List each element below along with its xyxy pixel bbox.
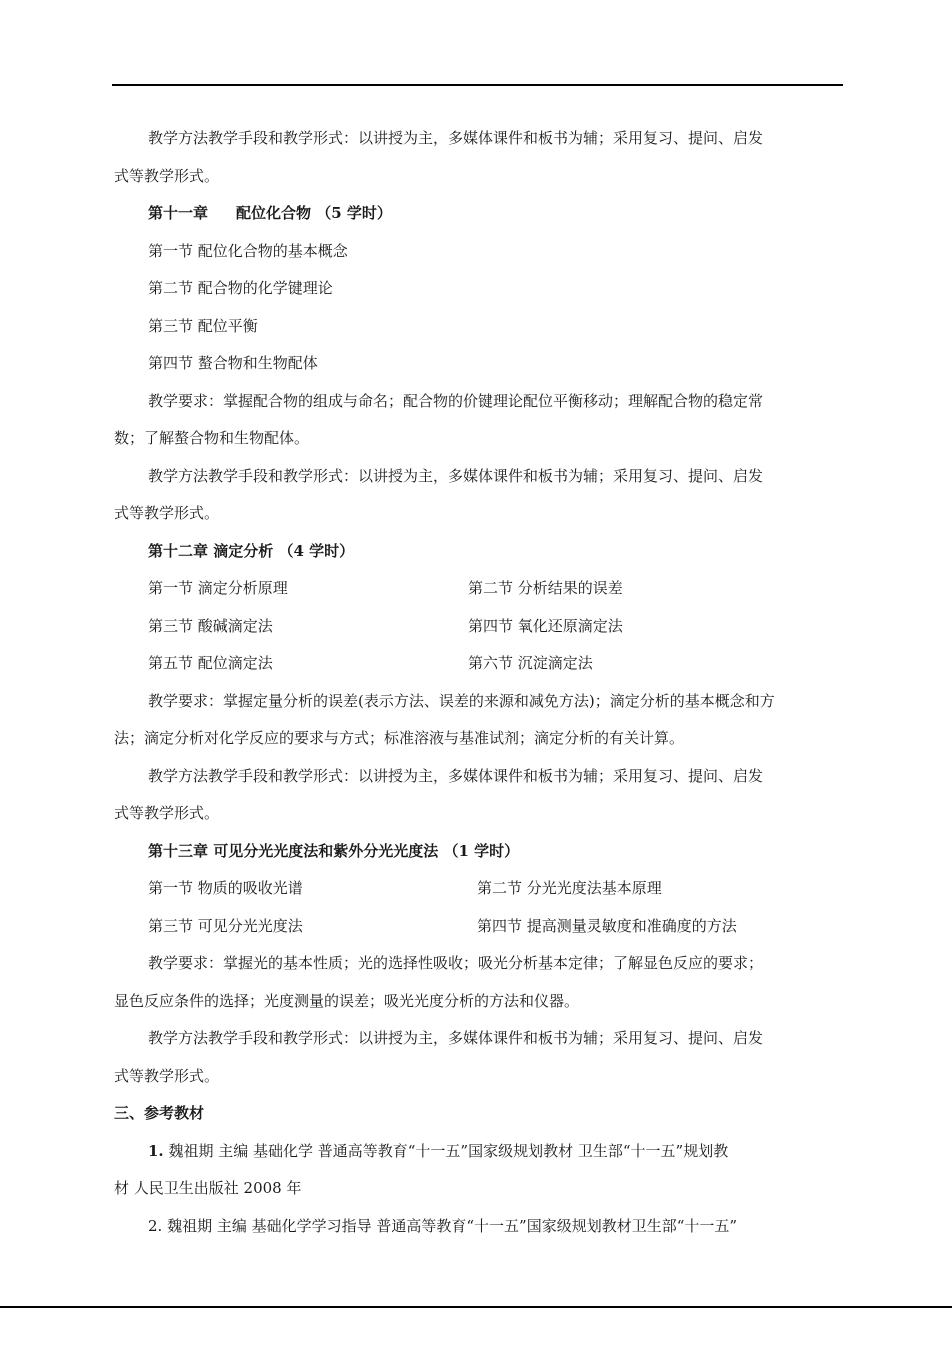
reference-text: 魏祖期 主编 基础化学 普通高等教育“十一五”国家级规划教材 卫生部“十一五”规划教 (163, 1141, 729, 1160)
method-paragraph-line: 教学方法教学手段和教学形式：以讲授为主，多媒体课件和板书为辅；采用复习、提问、启发 (148, 129, 764, 147)
section-item: 第二节 配合物的化学键理论 (148, 279, 333, 297)
section-item: 第一节 配位化合物的基本概念 (148, 241, 348, 260)
section-item: 第五节 配位滴定法 (148, 654, 273, 672)
section-item: 第六节 沉淀滴定法 (468, 654, 593, 672)
section-row (114, 645, 842, 683)
requirement-line: 显色反应条件的选择；光度测量的误差；吸光光度分析的方法和仪器。 (114, 991, 580, 1010)
chapter-12-title: 第十二章 滴定分析 （4 学时） (148, 541, 355, 560)
section-item: 第四节 螯合物和生物配体 (148, 354, 318, 372)
chapter-11-name: 配位化合物 （5 学时） (236, 204, 392, 222)
method-paragraph-line: 式等教学形式。 (114, 504, 220, 522)
chapter-11-number: 第十一章 (148, 204, 209, 222)
method-paragraph-line: 教学方法教学手段和教学形式：以讲授为主，多媒体课件和板书为辅；采用复习、提问、启发 (148, 466, 764, 485)
section-item: 第四节 氧化还原滴定法 (468, 616, 623, 635)
method-paragraph-line: 教学方法教学手段和教学形式：以讲授为主，多媒体课件和板书为辅；采用复习、提问、启发 (148, 1029, 764, 1047)
section-row (114, 608, 842, 646)
header-rule (112, 84, 843, 86)
document-page (114, 120, 842, 1245)
section-item: 第一节 物质的吸收光谱 (148, 879, 303, 897)
reference-item: 2. 魏祖期 主编 基础化学学习指导 普通高等教育“十一五”国家级规划教材卫生部“十一五” (148, 1216, 738, 1235)
method-paragraph-line: 式等教学形式。 (114, 804, 220, 822)
method-paragraph-line: 式等教学形式。 (114, 1066, 220, 1085)
section-item: 第三节 可见分光光度法 (148, 916, 303, 935)
reference-item-continuation: 材 人民卫生出版社 2008 年 (114, 1179, 302, 1197)
section-item: 第一节 滴定分析原理 (148, 579, 288, 597)
requirement-line: 教学要求：掌握配合物的组成与命名；配合物的价键理论配位平衡移动；理解配合物的稳定常 (148, 391, 764, 410)
references-heading: 三、参考教材 (114, 1104, 205, 1122)
section-item: 第三节 酸碱滴定法 (148, 616, 273, 635)
chapter-13-title: 第十三章 可见分光光度法和紫外分光光度法 （1 学时） (148, 841, 520, 860)
section-item: 第三节 配位平衡 (148, 316, 258, 335)
reference-number: 1. (148, 1141, 164, 1160)
requirement-line: 教学要求：掌握光的基本性质；光的选择性吸收；吸光分析基本定律；了解显色反应的要求； (148, 954, 764, 972)
footer-rule (0, 1306, 952, 1308)
section-row (114, 870, 842, 908)
section-row (114, 908, 842, 946)
method-paragraph-line: 式等教学形式。 (114, 166, 220, 185)
reference-item (114, 1133, 842, 1171)
section-item: 第二节 分析结果的误差 (468, 579, 623, 597)
requirement-line: 法；滴定分析对化学反应的要求与方式；标准溶液与基准试剂；滴定分析的有关计算。 (114, 729, 685, 747)
requirement-line: 教学要求：掌握定量分析的误差(表示方法、误差的来源和减免方法)；滴定分析的基本概念和方 (148, 691, 775, 710)
chapter-11-title (114, 195, 842, 233)
method-paragraph-line: 教学方法教学手段和教学形式：以讲授为主，多媒体课件和板书为辅；采用复习、提问、启发 (148, 766, 764, 785)
section-item: 第二节 分光光度法基本原理 (477, 879, 662, 897)
section-item: 第四节 提高测量灵敏度和准确度的方法 (477, 916, 737, 935)
requirement-line: 数；了解螯合物和生物配体。 (114, 429, 310, 447)
section-row (114, 570, 842, 608)
